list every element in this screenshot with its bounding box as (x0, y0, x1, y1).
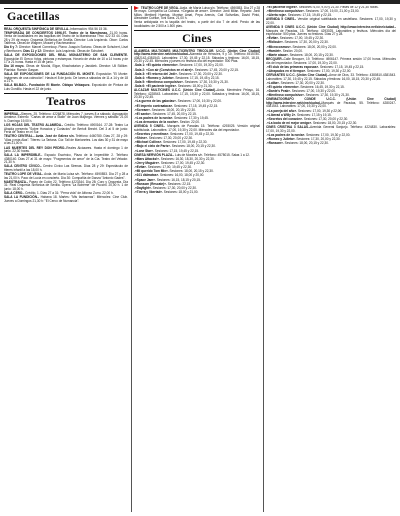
listing-entry: Venta anticipada en la taquilla del teatro, a partir del día 7 de abril. Precio de las localidades: de 2.500 a 1.500 ptas. (134, 20, 260, 28)
featured-theatre-listing (134, 6, 260, 28)
listing-name: LOS HOJAS DEL TEATRO ALAMEDA.- (4, 123, 64, 128)
listing-entry: -«Los padres de la novia». Sesiones: 17,30 y 19,45. (134, 116, 209, 121)
listing-name: «Bajo el cielo de París». (135, 144, 171, 149)
listing-name: «Marte ataca». (267, 52, 289, 57)
listing-name: «El paciente inglés». (267, 6, 298, 9)
listing-entry: -Sala 4: «Romeo y Julieta». Sesiones: 17,15, 19,45 y 22,15. (134, 75, 220, 80)
listing-name: Sala 5: «Mentiroso compulsivo». (135, 79, 184, 84)
listing-name: Día 6 y 7: (4, 45, 19, 50)
listing-entry: -«Ransom». Sesiones: 18,00, 20,15 y 22,30. (266, 141, 329, 146)
listing-entry: AVENIDA 5 CINES.- Marqués de Paradas 15. Teléfono: 4293025. Versión original subtitulada. Laborables: 17,00, 19,30 y 22,00. Miércoles día del espectador. (134, 124, 260, 132)
section-rule (4, 110, 128, 111)
listing-entry: -«Alerta roja». Sesiones: 17,15, 19,45 y 22,15. (266, 13, 333, 18)
listing-group-gacetillas (4, 28, 128, 92)
section-rule (134, 47, 260, 48)
listing-entry: -«Lone Star». Sesiones: 17,15, 19,45 y 22,15. (134, 148, 199, 153)
listing-entry: TEATRO CENTRAL.- Avda. José de Gálvez s/n. Teléfono: 4460780. Días 27, 28 y 29: "Alas y más Alas". Títeres: La Tartana. Cía: Tall de Marionetes. Los días 30 y 31 de mayo a las 21,00 h. (4, 134, 128, 146)
column-left (4, 6, 128, 514)
listing-name: «Atrapados en el tiempo». (267, 68, 307, 73)
listing-name: «Ransom (Rescate)». (135, 181, 167, 186)
listing-name: «El club de las primeras esposas». (267, 64, 320, 69)
listing-entry: -Sala 2: «Con air (Convictos en el aire)». Sesiones: 17,45, 20,00 y 22,15. (134, 67, 239, 72)
listing-name: «Mentiroso compulsivo». (267, 93, 305, 98)
listing-entry: -«Romeo y Julieta». Sesiones: 17,30, 20,00 y 22,30. (266, 136, 341, 141)
listing-entry: -«Los padres de la novia». Sesiones: 17,00, 19,30 y 22,00. (266, 132, 351, 137)
listing-name: SALA DE EXPOSICIONES DE LA FUNDACIÓN EL MONTE. (4, 72, 95, 77)
listing-entry: SALA BILBAO.- Fundación El Monte. Obispo Velázquez. Exposición de Pintura de Luis Gordillo. Hasta el 22 de junio. (4, 83, 128, 91)
listing-entry: -«El club de las primeras esposas». Sesiones: 17,15, 19,45 y 22,15. (266, 64, 365, 69)
listing-entry: -«Ridicule». Sesiones: 17,30, 20,00 y 22,30. (266, 40, 329, 45)
listing-entry: -«Secretos del corazón». Sesiones: 17,30, 20,00 y 22,30. (266, 116, 349, 121)
listing-name: TEATRO LOPE DE VEGA.- (4, 172, 44, 177)
listing-entry: -«El quinto elemento». Sesiones: 16,45, 19,30 y 22,15. (266, 84, 345, 89)
listing-name: SALA LA IMPERDIBLE.- (4, 153, 43, 158)
listing-name: Sala 1: «El quinto elemento». (135, 63, 179, 68)
listing-name: «Dante's Peak». (267, 88, 291, 93)
listing-entry: TEMPORADA DE CONCIERTOS 1996-97. Teatro de la Maestranza. 21,00 horas. Venta de localidades en las taquillas del Teatro de la Maestranza Tfno: 422 33 44. Días 28 y 29 de mayo: Orquesta Sinfónica de Sevilla. Director: Luis Izquierdo. Oboe: Carlos Taberna. Obras de Wagner, Mozart y Rachmaninov. (4, 30, 128, 46)
listing-name: «Secretos del corazón». (267, 116, 304, 121)
listing-name: «Space Jam». (135, 177, 156, 182)
listing-name: «Mentiroso compulsivo». (267, 9, 305, 14)
listing-name: «El santo». (135, 111, 152, 116)
listing-name: LAS MUERTES DEL REY DON PEDRO.- (4, 145, 67, 150)
column-middle (134, 6, 260, 514)
column-divider (263, 6, 264, 512)
listing-entry: -«Microcosmos». Sesiones: 18,00, 20,00 y 22,00. (266, 44, 337, 49)
listing-entry: -«Bajo el cielo de París». Sesiones: 18,00, 20,15 y 22,30. (134, 144, 216, 149)
listing-name: SALA CERO.- (4, 191, 25, 196)
listing-name: AVENIDA 5 CINES U.C.C. (Unión Cine Ciudad) http://www.intercine.net/cine/ciudad.- (266, 25, 396, 30)
listing-group-teatros (4, 113, 128, 203)
listing-entry: -«La boda de mi mejor amigo». Sesiones: 18,00, 20,15 y 22,30. (266, 120, 358, 125)
listing-name: Sala 6: «El paciente inglés». (135, 84, 177, 89)
listing-entry: Día 16 mayo. Obras de Nicolai, Elgar, Khachaturian y Janáček. Director: Uli Stölker. Pianista: Ramón Gaspar. (4, 64, 128, 72)
listing-entry: -Sala 3: «El retorno del Jedi». Sesiones: 17,30, 20,00 y 22,30. (134, 71, 223, 76)
section-rule (4, 25, 128, 26)
listing-group-cines (134, 50, 260, 195)
listing-entry: IMPERIAL.-Sierpes, 25. Teléfono: 4226878. Miércoles 7, jueves 8 a sábado. Agrupación Amateur. Estreno: "Cartas de amor a Stalin" de Juan Mayorga. Viernes y sábado: 21,00 h. Domingo 19,00 h. (4, 111, 128, 123)
listing-entry: BECQUER.-Calle Becquer, 19. Teléfono: 4906147. Primera sesión 17,00 horas. Miércoles día del espectador. Sesiones: 17,00, 19,30 y 22,00. (266, 57, 396, 65)
listing-entry: -«Daylight». Sesiones: 17,30, 20,00 y 22,30. (134, 185, 197, 190)
listing-name: TEMPORADA DE CONCIERTOS 1996-97. Teatro de la Maestranza. (4, 30, 108, 35)
listing-name: «Microcosmos». (267, 44, 292, 49)
listing-name: «La guerra de las galaxias». (135, 99, 177, 104)
listing-entry: -«Evita». Sesiones: 17,00, 19,45 y 22,30. (266, 36, 324, 41)
listing-name: ALCAZAR MULTICINES U.C.C. (Unión Cine Ciudad).- (134, 88, 218, 93)
listing-entry: -«Los demonios de la noche». Sesión: 22,00. (134, 120, 200, 125)
listing-entry: -«Hamlet». Sesión: 20,00. (266, 48, 303, 53)
listing-name: AVENIDA 5 CINES.- (266, 17, 297, 22)
listing-entry: -Sala 1: «El quinto elemento». Sesiones: 17,00, 19,30 y 22,00. (134, 63, 224, 68)
listing-entry: -«Mentiroso compulsivo». Sesiones: 17,30, 19,30 y 21,30. (266, 93, 350, 98)
section-title-teatros: Teatros (46, 94, 86, 109)
listing-entry: -«Lolita». Sesiones: 17,30, 20,00 y 22,30. (266, 80, 325, 85)
listing-name: «Liberad a Willy 2». (267, 112, 297, 117)
listing-name: TEATRO CENTRAL.- Avda. José de Gálvez s/n. (4, 134, 75, 139)
listing-entry: SALA DE EXPOSICIONES DEL REAL MONASTERIO DE SAN CLEMENTE. Exposición El Greco: fotos, pinturas y estampas. Horario de visita de 10 a 14 horas y de 17 a 21 horas. Hasta el 15 de junio. (4, 53, 128, 65)
listing-entry: SALA DE EXPOSICIONES DE LA FUNDACIÓN EL MONTE. Exposición "El Monte: Imágenes de una colección". Hasta el 8 de junio. De lunes a sábados de 11 a 14 y de 18 a 21 h. (4, 72, 128, 84)
listing-entry: CINESA NERVIÓN PLAZA.- Luis de Morales s/n. Teléfono: 4578015. Salas 1 a 12. (134, 152, 250, 157)
listing-entry: -«Michael Collins». Sesiones: 17,00, 19,45 y 22,30. (134, 140, 208, 145)
listing-name: SALA DE EXPOSICIONES DEL REAL MONASTERIO DE SAN CLEMENTE. (4, 53, 128, 58)
listing-entry: AVENIDA 5 CINES.- Versión original subtitulada en castellano. Sesiones: 17,00, 19,30 y 22,00. (266, 17, 396, 25)
listing-name: SALA BILBAO.- Fundación El Monte. Obispo Velázquez. (4, 83, 91, 88)
listing-entry: MAESTRANZA.- Paseo de Colón 22. Teléfono 4223344. Día 28: Coro y Orquesta. Día 31: Real Orquesta Sinfónica de Sevilla. Ópera "La Bohème" de Puccini. 20,00 h. 1 de junio: 18,00 h. (4, 179, 128, 191)
listing-name: «Alerta roja». (267, 13, 287, 18)
listing-entry: -«La guerra de las galaxias». Sesiones: 17,00, 19,30 y 22,00. (134, 99, 222, 104)
listing-name: CINES CRISTINA 3 SALAS.- (266, 125, 310, 130)
listing-entry: LAS MUERTES DEL REY DON PEDRO.-Reales Alcázares. Hasta el domingo 1 de junio. 22,30 horas. (4, 145, 128, 154)
listing-entry: -Sala 5: «Mentiroso compulsivo». Sesiones: 17,30, 19,30 y 21,30. (134, 79, 229, 84)
listing-name: «Shine». (135, 136, 148, 141)
listing-entry: -«Dante's Peak». Sesiones: 17,00, 19,30 y 22,00. (266, 88, 336, 93)
listing-name: «Daylight». (135, 185, 152, 190)
section-header-gacetillas (4, 8, 128, 23)
column-right (266, 6, 396, 514)
listing-entry: ALCAZAR MULTICINES U.C.C. (Unión Cine Ciudad).-Avda. Menéndez Pelayo, 16. Teléfono: 4228543. Laborables: 17,15, 19,30 y 22,00. Sábados y festivos: 16,00, 18,15, 20,30 y 22,45. (134, 88, 260, 100)
listing-entry: -«Secretos y mentiras». Sesiones: 17,00, 19,45 y 22,30. (134, 132, 215, 136)
listing-name: CERVANTES U.C.C. (Unión Cine Ciudad).- (266, 73, 330, 78)
listing-name: «Los demonios de la noche». (135, 120, 179, 125)
listing-entry: -«Atrapados en el tiempo». Sesiones: 17,00, 19,30 y 22,00. (266, 68, 352, 73)
listing-name: REAL ORQUESTA SINFÓNICA DE SEVILLA. (4, 26, 70, 31)
listing-name: «Hamlet». (267, 48, 282, 53)
listing-entry: REAL ORQUESTA SINFÓNICA DE SEVILLA.-Información: 954 56 15 36. (4, 26, 108, 31)
listing-entry: -«Shine». Sesiones: 17,30, 20,00 y 22,30. (134, 136, 194, 141)
listing-group-cines-continued (266, 6, 396, 146)
listing-entry: -«Marte ataca». Sesiones: 18,00, 20,15 y 22,30. (266, 52, 334, 57)
listing-entry: SALA CENTRO CÍVICO.- Centro Cívico Las Sirenas. Días 28 y 29: Espectáculo de títeres infantil a las 18,00 h. (4, 164, 128, 173)
section-header-cines (134, 30, 260, 45)
listing-name: AVENIDA 5 CINES.- (134, 124, 166, 129)
column-divider (131, 6, 132, 512)
listing-name: «El imperio contraataca». (135, 103, 174, 108)
listing-entry: -Sala 6: «El paciente inglés». Sesiones: 18,00 y 21,30. (134, 84, 213, 89)
listing-entry: SALA LA FUNDICIÓN.- Habana 18. Martes: "Mis fantasmas". Miércoles: Cine Club. Jueves a Domingos 21,30 h: "El Cerco de Numancia". (4, 195, 128, 203)
listing-name: SALA LA FUNDICIÓN.- (4, 195, 40, 200)
listing-name: Días 11 y 12: (23, 48, 43, 53)
listing-entry: -«Tierra y libertad». Sesiones: 18,00 y 21,00. (134, 189, 199, 194)
listing-entry: -«101 dálmatas». Sesiones: 16,00, 18,00 y 20,00. (134, 173, 205, 178)
listing-entry: CERVANTES U.C.C. (Unión Cine Ciudad).-Amor de Dios, 33. Teléfono: 4380810-4381543. Laborables: 17,30, 19,45 y 22,15. Sábados y festivos: 16,00, 18,15, 20,30 y 22,45. (266, 73, 396, 81)
listing-entry: -«Mi querido Tom Mix». Sesiones: 18,00, 20,15 y 22,30. (134, 169, 214, 174)
listing-entry: CINES CRISTINA 3 SALAS.-Avenida General Sanjurjo. Teléfono: 4224830. Laborables: 17,00, 19,30 y 22,00. (266, 125, 396, 133)
listing-entry: -«Jerry Maguire». Sesiones: 17,00, 19,45 y 22,30. (134, 160, 206, 165)
listing-entry: SALA CERO.- Crédito, 1. Días 27 a 31: "Perra vida" de Alfonso Zurro. 22,00 h. (4, 191, 114, 196)
listing-entry: -«La pareja del año». Sesiones: 17,00, 19,30 y 22,00. (266, 108, 343, 113)
section-title-gacetillas: Gacetillas (7, 9, 60, 23)
listing-name: «Scream». (135, 107, 151, 112)
listing-name: «Lolita». (267, 80, 280, 85)
listing-name: BECQUER.- (266, 57, 284, 62)
listing-entry: CINEMATOGRAFO CONDE U.C.C. (Unión Cine Ciudad) http://www.intercine.net/cine/ciudad.-Marqués de Paradas, 55. Teléfono: 4280247-4381543. Laborables: 17,00, 19,30 y 22,00. (266, 97, 396, 109)
listing-name: CINESA NERVIÓN PLAZA.- (134, 152, 175, 157)
listing-name: «Mi querido Tom Mix». (135, 169, 169, 174)
listing-entry: -«Scream». Sesiones: 18,00, 20,15 y 22,30. (134, 107, 196, 112)
listing-name: ALAMEDA MULTICINES MULTICENTRO TRICOLOR. U.C.C. (Unión Cine Ciudad) http://www.intercine.net/cine/ciudad.- (134, 48, 260, 57)
listing-name: «La boda de mi mejor amigo». (267, 120, 313, 125)
listing-name: «Jerry Maguire». (135, 160, 161, 165)
top-rule (0, 0, 400, 4)
listing-entry: -«Mars Attacks!». Sesiones: 16,30, 18,30, 20,30 y 22,30. (134, 156, 215, 161)
listing-name: «La pareja del año». (267, 108, 298, 113)
listing-entry: -«Mentiroso compulsivo». Sesiones: 17,00, 19,00, 21,00 y 23,00. (266, 9, 360, 14)
listing-entry: -«Ransom (Rescate)». Sesiones: 22,15. (134, 181, 192, 186)
listing-entry: -«Liberad a Willy 2». Sesiones: 17,15 y 19,15. (266, 112, 332, 117)
listing-name: «Michael Collins». (135, 140, 163, 145)
listing-entry: LOS HOJAS DEL TEATRO ALAMEDA.- Crédito. Teléfono 4900164. 27-28: Teatro La Abadía presenta "Sobre Horacios y Curiacios" de Bertolt Brecht. Del 3 al 5 de junio: Feria de Teatro en el Sur. (4, 123, 128, 135)
listing-name: TEATRO LOPE DE VEGA. (140, 6, 179, 10)
listing-entry: -«El paciente inglés». Sesiones: 6,00, 9,00 y 21,30. Pases de 12 y 21,30 horas. (266, 6, 379, 9)
listing-name: «Romeo y Julieta». (267, 136, 296, 141)
listing-name: IMPERIAL.- (4, 111, 21, 116)
listing-name: «Los padres de la novia». (267, 132, 306, 137)
listing-name: «Ransom». (267, 141, 284, 146)
listing-name: «101 dálmatas». (135, 173, 160, 178)
listing-entry: Día 6 y 7: Director: Marcel Corneloup. Piano: Joaquín Soriano. Obras de Schubert, Liszt y Beethoven. Días 11 y 12: Director: Luis Izquierdo. Obras de Schubert. (4, 45, 128, 53)
listing-entry: -«Evita». Sesiones: 17,00, 19,45 y 22,30. (134, 165, 192, 170)
listing-name: Sala 2: «Con air (Convictos en el aire)». (135, 67, 194, 72)
listing-entry: -«El santo». Sesiones: 17,45, 20,00 y 22,15. (134, 111, 197, 116)
listing-name: «Evita». (267, 36, 279, 41)
listing-name: «Mars Attacks!». (135, 156, 160, 161)
listing-entry: -«El imperio contraataca». Sesiones: 17,15, 19,45 y 22,15. (134, 103, 219, 108)
section-header-teatros (4, 93, 128, 108)
listing-name: Sala 3: «El retorno del Jedi». (135, 71, 178, 76)
listing-name: Sala 4: «Romeo y Julieta». (135, 75, 175, 80)
listing-name: CINEMATOGRAFO CONDE U.C.C. (Unión Cine Ciudad) http://www.intercine.net/cine/ciudad.- (266, 97, 396, 105)
listing-entry: TEATRO LOPE DE VEGA.-Avda. de María Luisa s/n. Teléfono: 4590853. Día 27 y 28 de mayo. Compañía La Cubana. «Cegada de amor». Director: Jordi Milán. Reparto: Jordi Milán, Meritxell Huertas, Montse Amat, Pepa Arenós, Cati Solivellas, David Pintó, Alexandre Cuéllar, Toni Sans. 21,00 h. (134, 6, 260, 21)
listing-name: «El quinto elemento». (267, 84, 300, 89)
listing-name: «Los padres de la novia». (135, 116, 174, 121)
listing-entry: ALAMEDA MULTICINES MULTICENTRO TRICOLOR. U.C.C. (Unión Cine Ciudad) http://www.intercine.net/cine/ciudad.-Alameda de Hércules, 9 y 10. Teléfono 4915780-4382142-4381543. Laborables: 17,30, 19,45 y 22,15. Sábados y festivos: 16,00, 18,15, 20,30 y 22,45. Miércoles y jueves no festivos día del espectador: 500 Ptas. (134, 48, 260, 64)
listing-entry: SALA LA IMPERDIBLE.- Espacio Escénico, Plaza de la Imperdible 2. Teléfono 4380140. Días 27 al 31 de mayo: "Fragmentos de amor" de la Cía. Teatro del Velador. 21,30 h. (4, 153, 128, 165)
listing-name: «Lone Star». (135, 148, 154, 153)
listing-name: Día 16 mayo. (4, 64, 25, 69)
section-title-cines: Cines (182, 31, 212, 46)
listing-entry: AVENIDA 5 CINES U.C.C. (Unión Cine Ciudad) http://www.intercine.net/cine/ciudad.-Marqués de Paradas, 15. Teléfono: 4293025. Laborables y festivos. Miércoles día del espectador: 500 ptas. Jueves no festivos. Días 27 y 28. (266, 25, 396, 37)
listing-name: «Secretos y mentiras». (135, 132, 170, 136)
listing-name: «Ridicule». (267, 40, 284, 45)
listing-entry: TEATRO LOPE DE VEGA.- Avda. de María Luisa s/n. Teléfono: 4590853. Día 27 y 28 a las 21,00 h. Paco de Lucía en concierto. Día 30: Compañía de Danza "Antonio Gades". (4, 172, 128, 180)
listing-name: «Evita». (135, 165, 147, 170)
listing-name: MAESTRANZA.- (4, 179, 28, 184)
featured-listing-text (134, 6, 260, 28)
listing-name: «Tierra y libertad». (135, 189, 163, 194)
listing-name: SALA CENTRO CÍVICO.- (4, 164, 42, 169)
listing-entry: -«Space Jam». Sesiones: 16,15, 18,15 y 20,15. (134, 177, 201, 182)
